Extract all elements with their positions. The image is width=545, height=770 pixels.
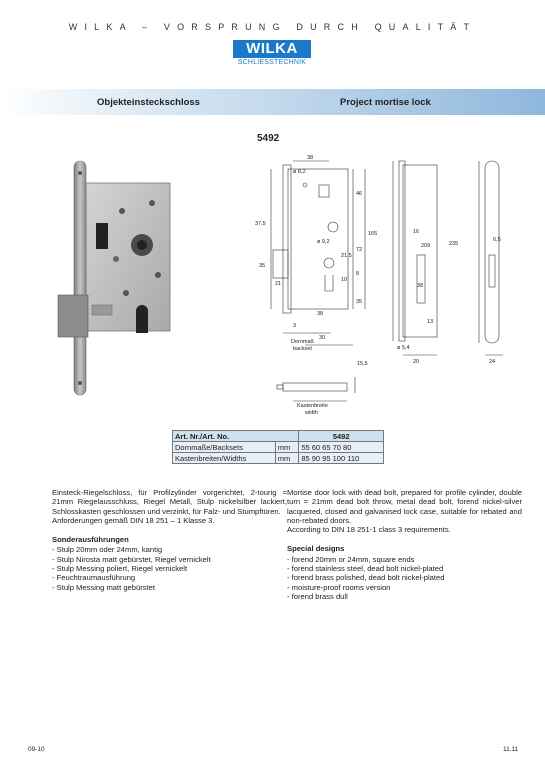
- list-item: - Stulp Messing poliert, Riegel vernickelt: [52, 564, 188, 574]
- svg-text:24: 24: [489, 359, 496, 365]
- svg-text:30: 30: [319, 335, 326, 341]
- table-row: [173, 442, 384, 453]
- technical-drawing: [253, 155, 523, 415]
- title-english: Project mortise lock: [340, 97, 431, 108]
- svg-text:10: 10: [341, 277, 348, 283]
- row-label: Dornmaße/Backsets: [173, 442, 276, 453]
- svg-text:13: 13: [427, 319, 434, 325]
- svg-text:38: 38: [317, 311, 324, 317]
- svg-text:21,5: 21,5: [341, 253, 352, 259]
- svg-text:ø 8,2: ø 8,2: [293, 169, 306, 175]
- spec-header-label: Art. Nr./Art. No.: [173, 431, 299, 442]
- requirements-en: According to DIN 18 251-1 class 3 requirements.: [287, 525, 451, 535]
- list-item: - forend brass polished, dead bolt nickel-plated: [287, 573, 445, 583]
- svg-text:165: 165: [368, 231, 378, 237]
- special-title-en: Special designs: [287, 544, 345, 554]
- list-item: - forend 20mm or 24mm, square ends: [287, 554, 415, 564]
- description-en: Mortise door lock with dead bolt, prepared for profile cylinder, double turn = 21mm dead bolt throw, metal dead bolt, forend nickel-silver lacquered, closed and galvanised lock case, suitable for rebated and non-rebated doors.: [287, 488, 522, 525]
- wilka-logo: [231, 40, 313, 70]
- svg-text:35: 35: [259, 263, 266, 269]
- spec-table: [172, 430, 384, 464]
- special-list-de: [52, 545, 287, 591]
- english-column: [287, 488, 522, 601]
- special-list-en: [287, 555, 522, 601]
- svg-text:width: width: [305, 410, 318, 415]
- spec-header-value: 5492: [299, 431, 384, 442]
- list-item: - moisture-proof rooms version: [287, 582, 391, 592]
- spec-table-header: [173, 431, 384, 442]
- svg-text:Kastenbreite: Kastenbreite: [297, 403, 328, 409]
- svg-text:35: 35: [356, 299, 363, 305]
- logo-wordmark: WILKA: [233, 40, 311, 58]
- svg-text:16: 16: [413, 229, 420, 235]
- lock-product-photo: [52, 155, 176, 401]
- svg-text:38: 38: [307, 155, 314, 161]
- list-item: - Stulp 20mm oder 24mm, kantig: [52, 545, 163, 555]
- list-item: - Feuchtraumausführung: [52, 573, 136, 583]
- svg-text:15,5: 15,5: [357, 361, 368, 367]
- german-column: [52, 488, 287, 592]
- svg-text:20: 20: [413, 359, 420, 365]
- svg-text:209: 209: [421, 243, 431, 249]
- row-unit: mm: [275, 442, 299, 453]
- title-german: Objekteinsteckschloss: [97, 97, 200, 108]
- svg-text:72: 72: [356, 247, 363, 253]
- table-row: [173, 453, 384, 464]
- svg-text:3: 3: [293, 323, 297, 329]
- row-label: Kastenbreiten/Widths: [173, 453, 276, 464]
- description-de: Einsteck-Riegelschloss, für Profilzylinder vorgerichtet, 2-tourig = 21mm Riegelausschluss, Riegel Metall, Stulp nickelsilber lackiert, Schlosskasten geschlossen und verzinkt, für Falz- und Stumpftüren.: [52, 488, 287, 516]
- list-item: - forend brass dull: [287, 591, 348, 601]
- svg-text:ø 9,2: ø 9,2: [317, 239, 330, 245]
- svg-text:37,5: 37,5: [255, 221, 266, 227]
- row-unit: mm: [275, 453, 299, 464]
- list-item: - Stulp Messing matt gebürstet: [52, 582, 155, 592]
- requirements-de: Anforderungen gemäß DIN 18 251 – 1 Klasse 3.: [52, 515, 215, 525]
- svg-text:backset: backset: [293, 346, 312, 352]
- svg-text:ø 5,4: ø 5,4: [397, 345, 410, 351]
- article-number: 5492: [257, 133, 280, 144]
- logo-subtitle: SCHLIESSTECHNIK: [237, 59, 307, 66]
- list-item: - Stulp Nirosta matt gebürstet, Riegel vernickelt: [52, 554, 211, 564]
- footer-right: 11.11: [503, 746, 519, 753]
- row-values: 55 60 65 70 80: [299, 442, 384, 453]
- tagline: WILKA – VORSPRUNG DURCH QUALITÄT: [68, 22, 477, 32]
- svg-text:38: 38: [417, 283, 424, 289]
- row-values: 85 90 95 100 110: [299, 453, 384, 464]
- special-title-de: Sonderausführungen: [52, 535, 129, 545]
- svg-text:Dornmaß: Dornmaß: [291, 339, 314, 345]
- svg-text:21: 21: [275, 281, 282, 287]
- list-item: - forend stainless steel, dead bolt nickel-plated: [287, 564, 444, 574]
- footer-left: 09-10: [28, 746, 45, 753]
- svg-text:235: 235: [449, 241, 459, 247]
- svg-text:8: 8: [356, 271, 360, 277]
- svg-text:6,5: 6,5: [493, 237, 501, 243]
- title-band: [0, 89, 545, 115]
- svg-text:46: 46: [356, 191, 363, 197]
